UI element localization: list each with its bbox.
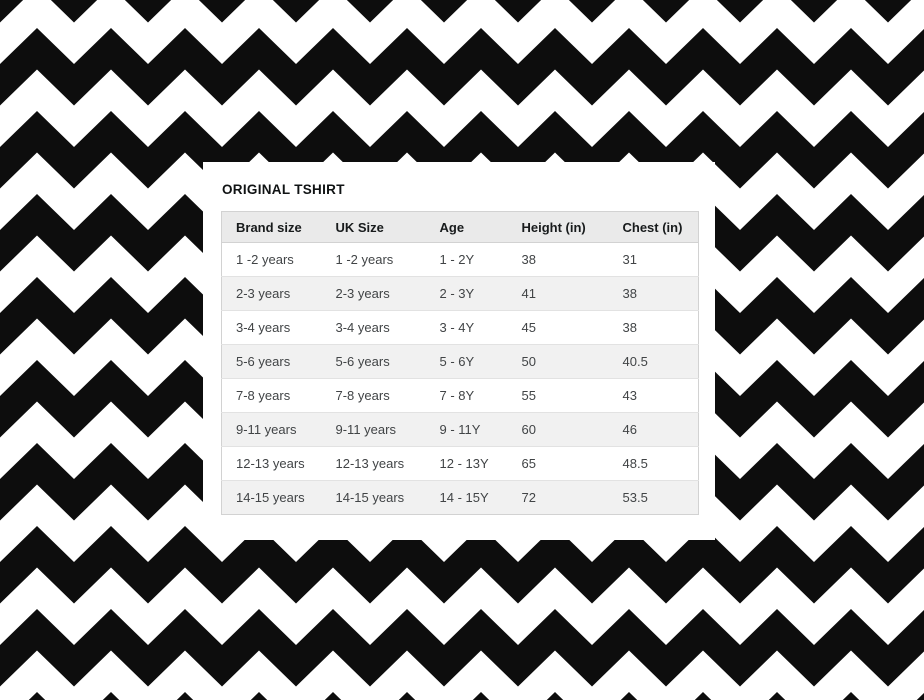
size-chart-title: ORIGINAL TSHIRT: [222, 182, 345, 197]
table-row: [222, 277, 699, 311]
table-cell: 53.5: [622, 490, 648, 505]
size-table-header: [222, 212, 699, 243]
table-cell: 60: [508, 413, 609, 447]
table-row: [222, 243, 699, 277]
table-cell: 45: [508, 311, 609, 345]
table-cell: 5 - 6Y: [426, 345, 508, 379]
table-cell: 72: [521, 490, 536, 505]
column-header-chest-in: Chest (in): [609, 212, 699, 243]
table-cell: 9-11 years: [322, 413, 426, 447]
column-header-age: Age: [426, 212, 508, 243]
table-cell: 48.5: [609, 447, 699, 481]
table-cell: 38: [609, 311, 699, 345]
table-cell: 50: [508, 345, 609, 379]
table-cell: 14-15 years: [236, 490, 305, 505]
table-row: [222, 311, 699, 345]
table-cell: 41: [508, 277, 609, 311]
table-cell: 46: [609, 413, 699, 447]
table-cell: 12-13 years: [322, 447, 426, 481]
table-cell: 14-15 years: [335, 490, 405, 505]
size-chart-table: [221, 211, 699, 515]
table-cell: 38: [508, 243, 609, 277]
table-cell: 31: [609, 243, 699, 277]
table-cell: 43: [609, 379, 699, 413]
table-cell: 65: [508, 447, 609, 481]
size-table-body: [222, 243, 699, 515]
table-cell: 2-3 years: [322, 277, 426, 311]
table-cell: 3 - 4Y: [426, 311, 508, 345]
table-cell: 7-8 years: [222, 379, 322, 413]
table-row: [222, 413, 699, 447]
table-cell: 40.5: [609, 345, 699, 379]
table-cell: 3-4 years: [222, 311, 322, 345]
table-cell: 38: [609, 277, 699, 311]
table-cell: 1 - 2Y: [426, 243, 508, 277]
table-cell: 3-4 years: [322, 311, 426, 345]
table-cell: 2 - 3Y: [426, 277, 508, 311]
table-cell: 7 - 8Y: [426, 379, 508, 413]
table-cell: 9 - 11Y: [426, 413, 508, 447]
size-chart-card: [203, 162, 715, 540]
column-header-uk-size: UK Size: [322, 212, 426, 243]
table-cell: 1 -2 years: [322, 243, 426, 277]
table-row: [222, 379, 699, 413]
table-row: [222, 481, 699, 515]
table-cell: 12-13 years: [222, 447, 322, 481]
header-row: [222, 212, 699, 243]
column-header-brand-size: Brand size: [222, 212, 322, 243]
table-cell: 2-3 years: [222, 277, 322, 311]
column-header-height-in: Height (in): [508, 212, 609, 243]
table-cell: 5-6 years: [322, 345, 426, 379]
table-cell: 5-6 years: [222, 345, 322, 379]
table-row: [222, 447, 699, 481]
table-cell: 7-8 years: [322, 379, 426, 413]
table-row: [222, 345, 699, 379]
table-cell: 14 - 15Y: [439, 490, 489, 505]
table-cell: 12 - 13Y: [426, 447, 508, 481]
table-cell: 9-11 years: [222, 413, 322, 447]
table-cell: 55: [508, 379, 609, 413]
table-cell: 1 -2 years: [222, 243, 322, 277]
